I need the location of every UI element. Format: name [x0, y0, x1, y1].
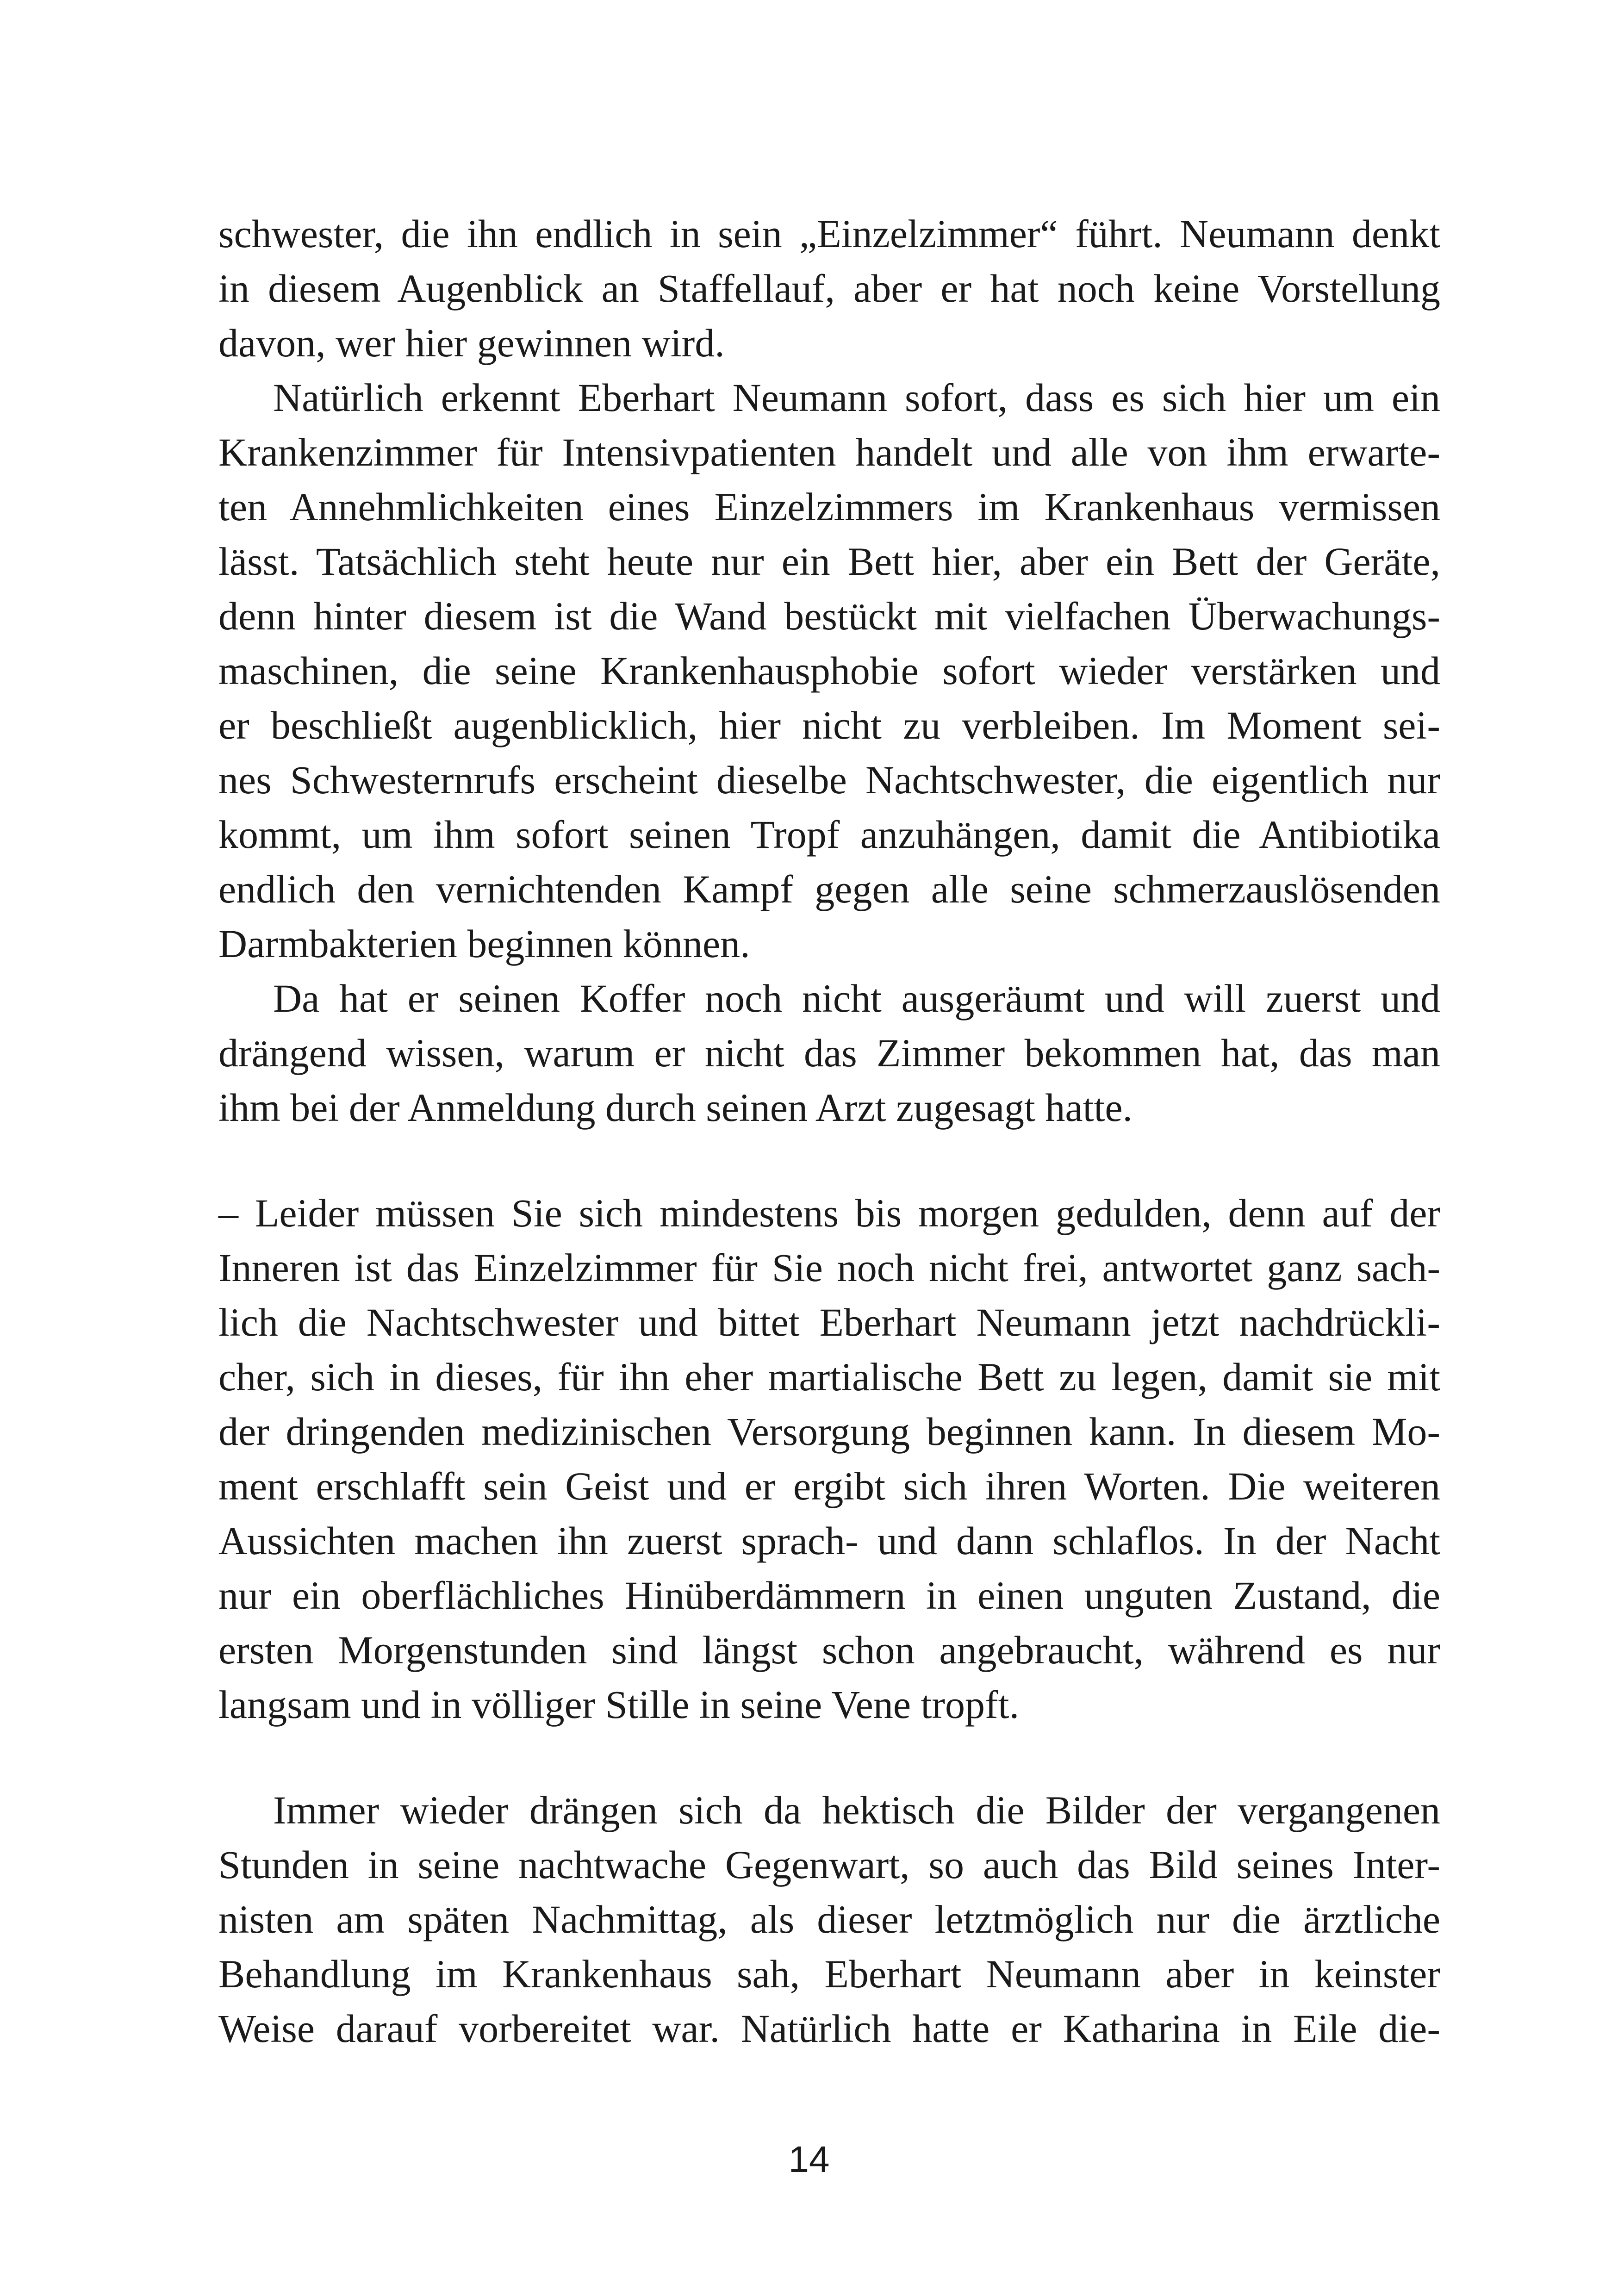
text-line: maschinen, die seine Krankenhausphobie sofort wieder verstärken und: [218, 648, 1440, 693]
text-line: Krankenzimmer für Intensivpatienten handelt und alle von ihm erwarte-: [218, 430, 1440, 474]
text-line: Da hat er seinen Koffer noch nicht ausgeräumt und will zuerst und: [273, 976, 1440, 1020]
text-line: nur ein oberflächliches Hinüberdämmern in einen unguten Zustand, die: [218, 1573, 1440, 1618]
paragraph-gap: [218, 1135, 1440, 1186]
text-line: Natürlich erkennt Eberhart Neumann sofort, dass es sich hier um ein: [273, 375, 1440, 420]
text-line: nisten am späten Nachmittag, als dieser letztmöglich nur die ärztliche: [218, 1897, 1440, 1941]
text-line: Immer wieder drängen sich da hektisch die Bilder der vergangenen: [273, 1788, 1440, 1832]
text-line: ten Annehmlichkeiten eines Einzelzimmers im Krankenhaus vermissen: [218, 485, 1440, 529]
text-line: Aussichten machen ihn zuerst sprach- und dann schlaflos. In der Nacht: [218, 1518, 1440, 1563]
text-line: ihm bei der Anmeldung durch seinen Arzt zugesagt hatte.: [218, 1085, 1133, 1130]
paragraph-gap: [218, 1732, 1440, 1783]
paragraph: [218, 971, 1440, 1135]
text-line: drängend wissen, warum er nicht das Zimmer bekommen hat, das man: [218, 1031, 1440, 1075]
text-line: kommt, um ihm sofort seinen Tropf anzuhängen, damit die Antibiotika: [218, 812, 1440, 857]
text-line: lässt. Tatsächlich steht heute nur ein Bett hier, aber ein Bett der Geräte,: [218, 539, 1440, 584]
text-line: der dringenden medizinischen Versorgung beginnen kann. In diesem Mo-: [218, 1409, 1440, 1454]
paragraph: [218, 1186, 1440, 1732]
text-line: lich die Nachtschwester und bittet Eberhart Neumann jetzt nachdrückli-: [218, 1300, 1440, 1344]
paragraph: [218, 370, 1440, 971]
paragraph: [218, 1783, 1440, 2056]
text-line: denn hinter diesem ist die Wand bestückt mit vielfachen Überwachungs-: [218, 594, 1440, 638]
text-line: Weise darauf vorbereitet war. Natürlich hatte er Katharina in Eile die-: [218, 2006, 1440, 2051]
text-line: er beschließt augenblicklich, hier nicht zu verbleiben. Im Moment sei-: [218, 703, 1440, 747]
text-line: davon, wer hier gewinnen wird.: [218, 321, 725, 365]
text-line: – Leider müssen Sie sich mindestens bis morgen gedulden, denn auf der: [218, 1191, 1440, 1235]
paragraph: [218, 206, 1440, 370]
text-line: in diesem Augenblick an Staffellauf, aber er hat noch keine Vorstellung: [218, 266, 1440, 311]
text-line: ment erschlafft sein Geist und er ergibt sich ihren Worten. Die weiteren: [218, 1464, 1440, 1508]
text-line: Behandlung im Krankenhaus sah, Eberhart Neumann aber in keinster: [218, 1952, 1440, 1996]
text-line: nes Schwesternrufs erscheint dieselbe Nachtschwester, die eigentlich nur: [218, 758, 1440, 802]
page-number: 14: [788, 2139, 830, 2180]
text-line: ersten Morgenstunden sind längst schon angebraucht, während es nur: [218, 1628, 1440, 1672]
text-line: schwester, die ihn endlich in sein „Einzelzimmer“ führt. Neumann denkt: [218, 212, 1440, 256]
text-line: cher, sich in dieses, für ihn eher martialische Bett zu legen, damit sie mit: [218, 1355, 1440, 1399]
body-text: [218, 206, 1440, 2056]
text-line: Stunden in seine nachtwache Gegenwart, so auch das Bild seines Inter-: [218, 1842, 1440, 1887]
text-line: Inneren ist das Einzelzimmer für Sie noch nicht frei, antwortet ganz sach-: [218, 1245, 1440, 1290]
text-line: langsam und in völliger Stille in seine Vene tropft.: [218, 1682, 1020, 1727]
text-line: endlich den vernichtenden Kampf gegen alle seine schmerzauslösenden: [218, 867, 1440, 911]
text-line: Darmbakterien beginnen können.: [218, 921, 750, 966]
